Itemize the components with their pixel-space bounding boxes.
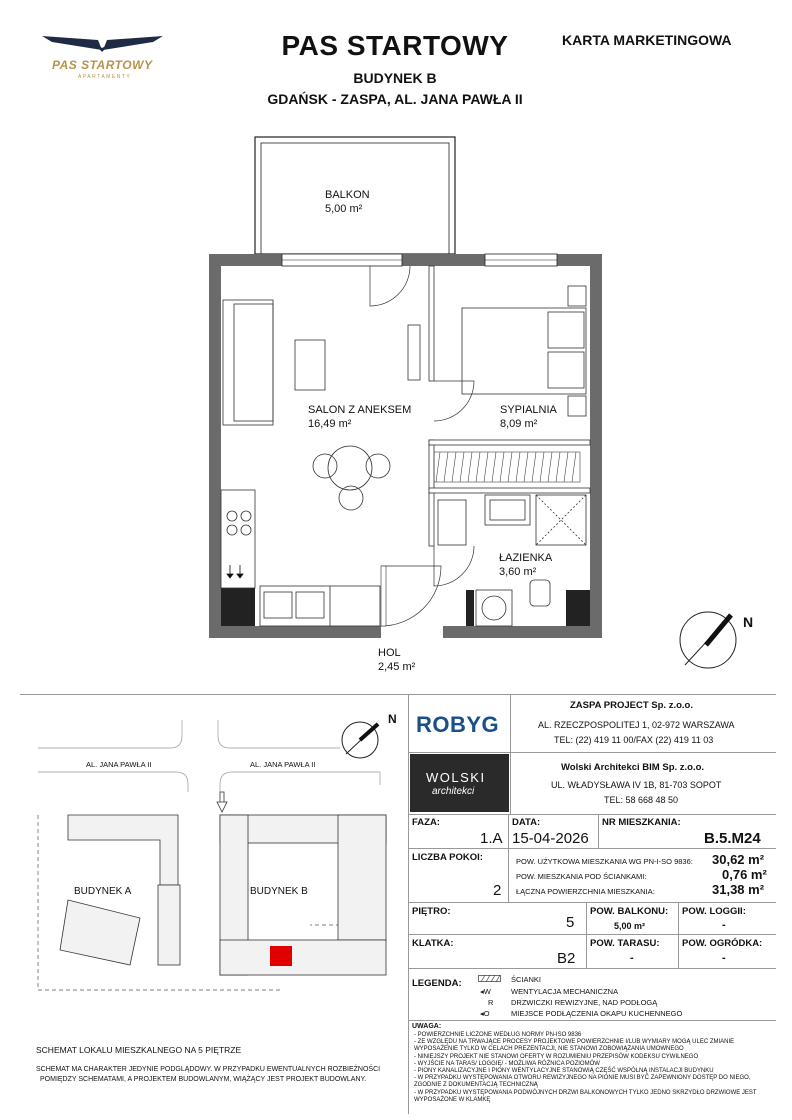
room-hol: HOL 2,45 m² bbox=[378, 647, 416, 673]
site-north-label: N bbox=[388, 712, 397, 726]
building-a-label: BUDYNEK A bbox=[74, 886, 132, 897]
balkon-label: POW. BALKONU: bbox=[590, 906, 669, 917]
wardrobe bbox=[434, 452, 580, 482]
architect-logo-line1: WOLSKI bbox=[426, 770, 486, 785]
room-sypialnia: SYPIALNIA 8,09 m² bbox=[500, 404, 557, 430]
area-value-1: 30,62 m² bbox=[712, 852, 765, 867]
taras-value: - bbox=[630, 952, 634, 964]
dining-set bbox=[313, 446, 390, 510]
area-label-3: ŁĄCZNA POWIERZCHNIA MIESZKANIA: bbox=[516, 887, 655, 896]
legend-item-walls: ŚCIANKI bbox=[511, 975, 542, 984]
room-salon: SALON Z ANEKSEM 16,49 m² bbox=[308, 404, 412, 430]
bed bbox=[462, 286, 586, 416]
balcony-door bbox=[370, 266, 410, 306]
pietro-value: 5 bbox=[566, 914, 575, 931]
nr-label: NR MIESZKANIA: bbox=[602, 817, 681, 828]
legend-item-vent: WENTYLACJA MECHANICZNA bbox=[511, 987, 619, 996]
entry-door bbox=[381, 566, 441, 626]
building-name: BUDYNEK B bbox=[353, 70, 437, 86]
faza-value: 1.A bbox=[480, 830, 503, 847]
site-caption: SCHEMAT LOKALU MIESZKALNEGO NA 5 PIĘTRZE bbox=[36, 1045, 242, 1055]
developer-name: ZASPA PROJECT Sp. z.o.o. bbox=[570, 700, 693, 711]
balkon-value: 5,00 m² bbox=[614, 921, 646, 931]
notes-title: UWAGA: bbox=[412, 1023, 442, 1030]
architect-logo bbox=[410, 754, 509, 812]
data-value: 15-04-2026 bbox=[512, 830, 589, 847]
entrance-arrow-icon bbox=[217, 792, 227, 812]
area-label-2: POW. MIESZKANIA POD ŚCIANKAMI: bbox=[516, 872, 647, 881]
sofa bbox=[223, 300, 273, 425]
site-disclaimer-2: POMIĘDZY SCHEMATAMI, A PROJEKTEM BUDOWLANYM, WIĄŻĄCY JEST PROJEKT BUDOWLANY. bbox=[40, 1076, 367, 1083]
building-b-label: BUDYNEK B bbox=[250, 886, 308, 897]
pietro-label: PIĘTRO: bbox=[412, 906, 451, 917]
site-disclaimer-1: SCHEMAT MA CHARAKTER JEDYNIE PODGLĄDOWY. W PRZYPADKU EWENTUALNYCH ROZBIEŻNOŚCI bbox=[36, 1066, 381, 1073]
ogrodek-label: POW. OGRÓDKA: bbox=[682, 938, 763, 949]
coffee-table bbox=[295, 340, 325, 390]
card-type: KARTA MARKETINGOWA bbox=[562, 32, 732, 48]
vent-symbols bbox=[227, 565, 243, 578]
apartment-marker bbox=[270, 946, 292, 966]
room-lazienka: ŁAZIENKA 3,60 m² bbox=[499, 552, 553, 578]
taras-label: POW. TARASU: bbox=[590, 938, 660, 949]
faza-label: FAZA: bbox=[412, 817, 440, 828]
note-line: - NINIEJSZY PROJEKT NIE STANOWI OFERTY W ROZUMIENIU PRZEPISÓW KODEKSU CYWILNEGO bbox=[414, 1053, 699, 1060]
klatka-label: KLATKA: bbox=[412, 938, 454, 949]
loggia-value: - bbox=[722, 919, 726, 931]
note-line: - ZE WZGLĘDU NA TRWAJĄCE PROCESY PROJEKTOWE POWIERZCHNIE I/LUB WYMIARY MOGĄ ULEC ZMIANIE bbox=[414, 1039, 735, 1046]
architect-address: UL. WŁADYSŁAWA IV 1B, 81-703 SOPOT bbox=[551, 780, 722, 790]
architect-name: Wolski Architekci BIM Sp. z.o.o. bbox=[561, 762, 705, 773]
architect-logo-line2: architekci bbox=[432, 786, 475, 797]
developer-logo: ROBYG bbox=[416, 712, 500, 737]
area-value-3: 31,38 m² bbox=[712, 882, 765, 897]
note-line: - PIONY KANALIZACYJNE I PIONY WENTYLACYJNE STANOWIĄ CZĘŚĆ WSPÓLNĄ INSTALACJI BUDYNKU bbox=[414, 1068, 714, 1075]
klatka-value: B2 bbox=[557, 950, 576, 967]
page-title: PAS STARTOWY bbox=[281, 30, 509, 61]
architect-phone: TEL: 58 668 48 50 bbox=[604, 795, 679, 805]
legend-item-hatch: DRZWICZKI REWIZYJNE, NAD PODŁOGĄ bbox=[511, 998, 658, 1007]
developer-phone: TEL: (22) 419 11 00/FAX (22) 419 11 03 bbox=[554, 735, 714, 745]
logo-subtext: APARTAMENTY bbox=[78, 74, 132, 80]
street-left-label: AL. JANA PAWŁA II bbox=[86, 760, 152, 769]
legend-symbol-o: ◂O bbox=[480, 1009, 490, 1018]
note-line: - W PRZYPADKU WYSTĘPOWANIA OTWORU REWIZYJNEGO NA PIONIE MUSI BYĆ ZAPEWNIONY DOSTĘP DO NIEGO, bbox=[414, 1075, 751, 1082]
bedroom-door bbox=[434, 381, 474, 421]
pokoje-label: LICZBA POKOI: bbox=[412, 852, 483, 863]
nr-value: B.5.M24 bbox=[704, 830, 761, 847]
area-label-1: POW. UŻYTKOWA MIESZKANIA WG PN-I-SO 9836: bbox=[516, 857, 693, 866]
note-line: - POWIERZCHNIE LICZONE WEDŁUG NORMY PN-ISO 9836 bbox=[414, 1032, 582, 1038]
site-compass-icon bbox=[342, 722, 378, 758]
legend-symbol-w: ◂W bbox=[480, 987, 491, 996]
loggia-label: POW. LOGGII: bbox=[682, 906, 746, 917]
ogrodek-value: - bbox=[722, 952, 726, 964]
logo-text: PAS STARTOWY bbox=[52, 58, 153, 72]
tv-unit bbox=[408, 325, 420, 380]
note-line: WYPOSAŻENIE TYLKO W CELACH PREZENTACJI, NIE STANOWI ZOBOWIĄZANIA UMOWNEGO bbox=[414, 1046, 684, 1053]
compass-icon bbox=[680, 612, 736, 668]
notes-list bbox=[414, 1032, 757, 1104]
legend-title: LEGENDA: bbox=[412, 978, 462, 989]
street-right-label: AL. JANA PAWŁA II bbox=[250, 760, 316, 769]
note-line: - WYJŚCIE NA TARAS/ LOGGIĘ/ - MOŻLIWA RÓŻNICA POZIOMÓW bbox=[414, 1060, 600, 1067]
developer-address: AL. RZECZPOSPOLITEJ 1, 02-972 WARSZAWA bbox=[538, 720, 735, 730]
pokoje-value: 2 bbox=[493, 882, 502, 899]
area-value-2: 0,76 m² bbox=[722, 867, 767, 882]
address: GDAŃSK - ZASPA, AL. JANA PAWŁA II bbox=[267, 91, 523, 107]
legend-symbol-r: R bbox=[488, 998, 494, 1007]
note-line: ZGODNIE Z DOKUMENTACJĄ TECHNICZNĄ bbox=[414, 1082, 538, 1089]
compass-north-label: N bbox=[743, 614, 754, 630]
wall-hatch-icon bbox=[478, 975, 502, 983]
site-plan bbox=[20, 700, 408, 1000]
data-label: DATA: bbox=[512, 817, 541, 828]
room-balkon: BALKON 5,00 m² bbox=[325, 189, 370, 215]
legend-item-hood: MIEJSCE PODŁĄCZENIA OKAPU KUCHENNEGO bbox=[511, 1009, 683, 1018]
note-line: WYPOSAŻONE W KLAMKĘ bbox=[414, 1096, 491, 1103]
note-line: - W PRZYPADKU WYSTĘPOWANIA PODWÓJNYCH DRZWI BALKONOWYCH TYLKO JEDNO SKRZYDŁO DRZWIOWE JEST bbox=[414, 1089, 757, 1096]
